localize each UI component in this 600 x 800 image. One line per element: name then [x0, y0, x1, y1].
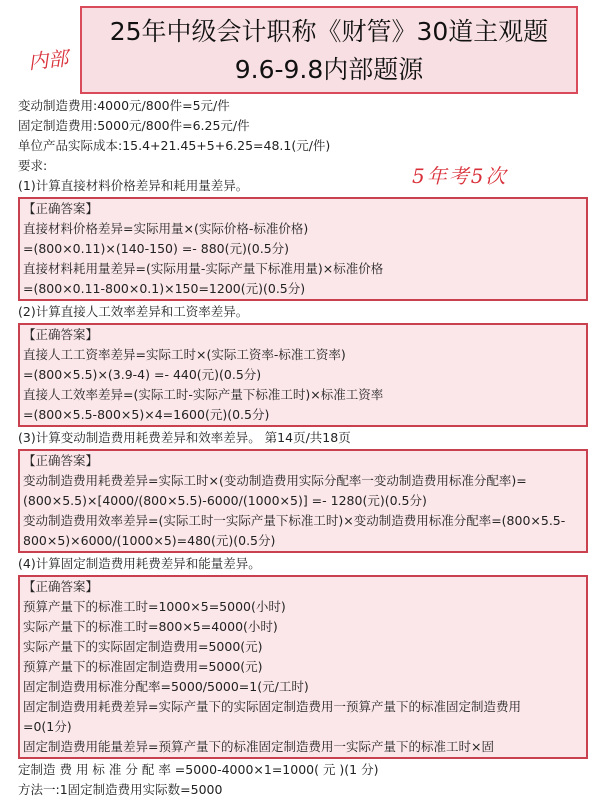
intro-line: 要求: — [18, 158, 48, 173]
answer-line: 固定制造费用耗费差异=实际产量下的实际固定制造费用一预算产量下的标准固定制造费用 — [23, 699, 521, 714]
answer-line: 直接人工效率差异=(实际工时-实际产量下标准工时)×标准工资率 — [23, 387, 384, 402]
answer-line: 固定制造费用标准分配率=5000/5000=1(元/工时) — [23, 679, 309, 694]
answer-heading: 【正确答案】 — [23, 201, 99, 216]
answer-box-1 — [18, 197, 588, 301]
question-4: (4)计算固定制造费用耗费差异和能量差异。 — [18, 556, 261, 571]
question-1: (1)计算直接材料价格差异和耗用量差异。 — [18, 178, 249, 193]
tail-line: 定制造 费 用 标 准 分 配 率 =5000-4000×1=1000( 元 )(1 分) — [18, 762, 379, 777]
tail-line: 方法一:1固定制造费用实际数=5000 — [18, 782, 223, 797]
answer-box-2 — [18, 323, 588, 427]
answer-line: =(800×5.5-800×5)×4=1600(元)(0.5分) — [23, 407, 270, 422]
title-line-2: 9.6-9.8内部题源 — [234, 55, 424, 84]
answer-box-3 — [18, 449, 588, 553]
question-2: (2)计算直接人工效率差异和工资率差异。 — [18, 304, 249, 319]
answer-line: =(800×0.11)×(140-150) =- 880(元)(0.5分) — [23, 241, 290, 256]
answer-line: 实际产量下的实际固定制造费用=5000(元) — [23, 639, 263, 654]
answer-line: =(800×5.5)×(3.9-4) =- 440(元)(0.5分) — [23, 367, 262, 382]
answer-line: 实际产量下的标准工时=800×5=4000(小时) — [23, 619, 278, 634]
question-3: (3)计算变动制造费用耗费差异和效率差异。 第14页/共18页 — [18, 430, 351, 445]
answer-line: 直接材料价格差异=实际用量×(实际价格-标准价格) — [23, 221, 309, 236]
answer-line: 变动制造费用耗费差异=实际工时×(变动制造费用实际分配率一变动制造费用标准分配率)=(800×5.5)×[4000/(800×5.5)-6000/(1000×5)] =- 1280(元)(0.5分) — [23, 473, 527, 508]
title-line-1: 25年中级会计职称《财管》30道主观题 — [109, 17, 549, 46]
page-title — [80, 6, 578, 94]
answer-heading: 【正确答案】 — [23, 327, 99, 342]
answer-line: =(800×0.11-800×0.1)×150=1200(元)(0.5分) — [23, 281, 306, 296]
answer-line: 预算产量下的标准固定制造费用=5000(元) — [23, 659, 263, 674]
intro-line: 单位产品实际成本:15.4+21.45+5+6.25=48.1(元/件) — [18, 138, 331, 153]
answer-line: 直接人工工资率差异=实际工时×(实际工资率-标准工资率) — [23, 347, 346, 362]
answer-heading: 【正确答案】 — [23, 579, 99, 594]
answer-line: 固定制造费用能量差异=预算产量下的标准固定制造费用一实际产量下的标准工时×固 — [23, 739, 494, 754]
internal-stamp: 内部 — [27, 45, 70, 75]
answer-line: 预算产量下的标准工时=1000×5=5000(小时) — [23, 599, 286, 614]
answer-line: =0(1分) — [23, 719, 72, 734]
document-body — [18, 96, 588, 800]
handwritten-note: 5年考5次 — [412, 164, 508, 188]
answer-heading: 【正确答案】 — [23, 453, 99, 468]
intro-line: 变动制造费用:4000元/800件=5元/件 — [18, 98, 230, 113]
answer-line: 直接材料耗用量差异=(实际用量-实际产量下标准用量)×标准价格 — [23, 261, 384, 276]
intro-line: 固定制造费用:5000元/800件=6.25元/件 — [18, 118, 250, 133]
answer-box-4 — [18, 575, 588, 759]
answer-line: 变动制造费用效率差异=(实际工时一实际产量下标准工时)×变动制造费用标准分配率=(800×5.5-800×5)×6000/(1000×5)=480(元)(0.5分) — [23, 513, 566, 548]
